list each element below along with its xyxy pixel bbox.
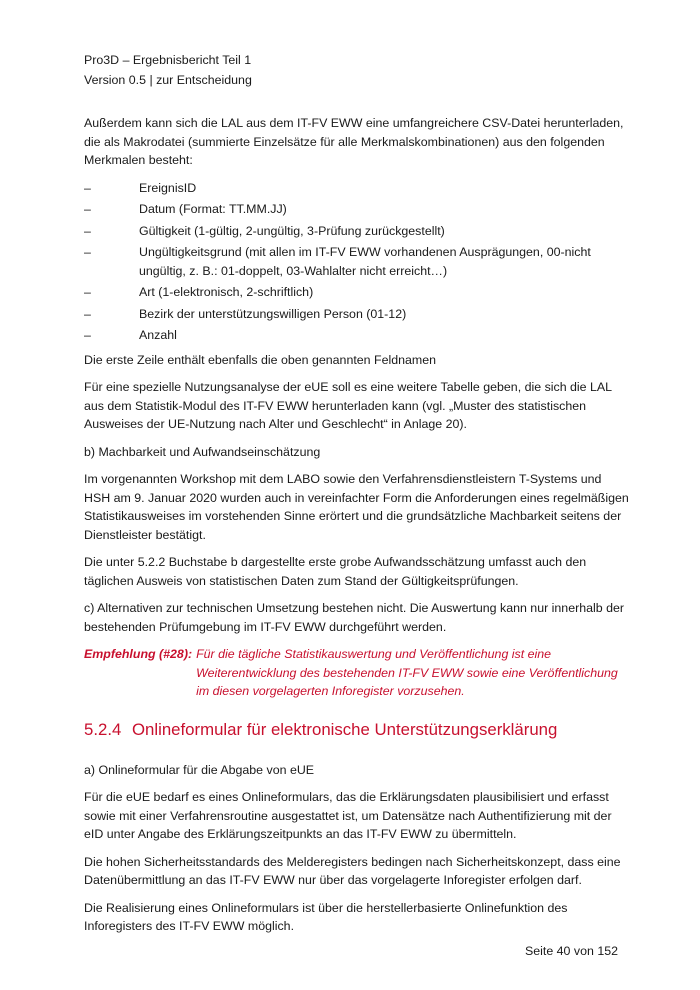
list-item: – Datum (Format: TT.MM.JJ) (84, 200, 629, 219)
dash-bullet: – (84, 285, 91, 299)
dash-bullet: – (84, 223, 91, 238)
list-item: – Ungültigkeitsgrund (mit allen im IT-FV EWW vorhandenen Ausprägungen, 00-nicht ungültig, z. B.: 01-doppelt, 03-Wahlalter nicht erreicht…) (84, 245, 591, 278)
online-form-paragraph: Für die eUE bedarf es eines Onlineformulars, das die Erklärungsdaten plausibilisiert und erfasst sowie mit einer Verfahrensroutine ausgestattet ist, um Datensätze nach Authentifizierung mit der eID unter Angabe des Erklärungszeitpunkts an das IT-FV EWW zu übermitteln. (84, 790, 612, 841)
list-item: – Art (1-elektronisch, 2-schriftlich) (84, 283, 629, 302)
list-item: – Gültigkeit (1-gültig, 2-ungültig, 3-Prüfung zurückgestellt) (84, 222, 629, 241)
recommendation-text: Für die tägliche Statistikauswertung und Veröffentlichung ist eine Weiterentwicklung des bestehenden IT-FV EWW sowie eine Veröffentlichung im diesen vorgelagerten Inforegister vorzusehen. (196, 647, 618, 698)
dash-bullet: – (84, 180, 91, 195)
section-title: Onlineformular für elektronische Unterstützungserklärung (132, 719, 558, 739)
page-number: Seite 40 von 152 (524, 944, 618, 958)
document-version: Version 0.5 | zur Entscheidung (84, 73, 252, 87)
list-item: – EreignisID (84, 179, 629, 198)
workshop-paragraph: Im vorgenannten Workshop mit dem LABO sowie den Verfahrensdienstleistern T-Systems und HSH am 9. Januar 2020 wurden auch in vereinfachter Form die Anforderungen eines regelmäßigen Statistikausweises im vorstehenden Sinne erörtert und die grundsätzliche Machbarkeit seitens der Dienstleister bestätigt. (84, 472, 629, 542)
realisation-paragraph: Die Realisierung eines Onlineformulars ist über die herstellerbasierte Onlinefunktion des Inforegisters des IT-FV EWW möglich. (84, 900, 568, 933)
intro-paragraph: Außerdem kann sich die LAL aus dem IT-FV EWW eine umfangreichere CSV-Datei herunterladen, die als Makrodatei (summierte Einzelsätze für alle Merkmalskombinationen) aus den folgenden Merkmalen besteht: (84, 116, 624, 167)
dash-bullet: – (84, 328, 91, 342)
list-item: – Anzahl (84, 326, 629, 345)
document-title: Pro3D – Ergebnisbericht Teil 1 (84, 53, 252, 67)
recommendation-label: Empfehlung (#28): (84, 647, 193, 661)
recommendation-box (84, 645, 629, 701)
alternatives-paragraph: c) Alternativen zur technischen Umsetzung bestehen nicht. Die Auswertung kann nur innerhalb der bestehenden Prüfumgebung im IT-FV EWW durchgeführt werden. (84, 601, 624, 634)
list-item: – Bezirk der unterstützungswilligen Person (01-12) (84, 305, 629, 324)
feature-list (84, 179, 629, 345)
security-paragraph: Die hohen Sicherheitsstandards des Melderegisters bedingen nach Sicherheitskonzept, dass eine Datenübermittlung an das IT-FV EWW nur über das vorgelagerte Inforegister erfolgen darf. (84, 854, 621, 887)
dash-bullet: – (84, 245, 91, 259)
section-number: 5.2.4 (84, 719, 122, 739)
field-names-paragraph: Die erste Zeile enthält ebenfalls die oben genannten Feldnamen (84, 352, 436, 367)
dash-bullet: – (84, 306, 91, 321)
estimate-paragraph: Die unter 5.2.2 Buchstabe b dargestellte erste grobe Aufwandsschätzung umfasst auch den täglichen Ausweis von statistischen Daten zum Stand der Gültigkeitsprüfungen. (84, 555, 587, 588)
page-content (84, 114, 629, 945)
subheading-online-form: a) Onlineformular für die Abgabe von eUE (84, 762, 315, 777)
subheading-feasibility: b) Machbarkeit und Aufwandseinschätzung (84, 444, 321, 459)
section-heading (84, 719, 629, 741)
usage-analysis-paragraph: Für eine spezielle Nutzungsanalyse der eUE soll es eine weitere Tabelle geben, die sich die LAL aus dem Statistik-Modul des IT-FV EWW herunterladen kann (vgl. „Muster des statistischen Ausweises der UE-Nutzung nach Alter und Geschlecht“ in Anlage 20). (84, 380, 612, 431)
page-header (84, 50, 252, 90)
dash-bullet: – (84, 202, 91, 216)
